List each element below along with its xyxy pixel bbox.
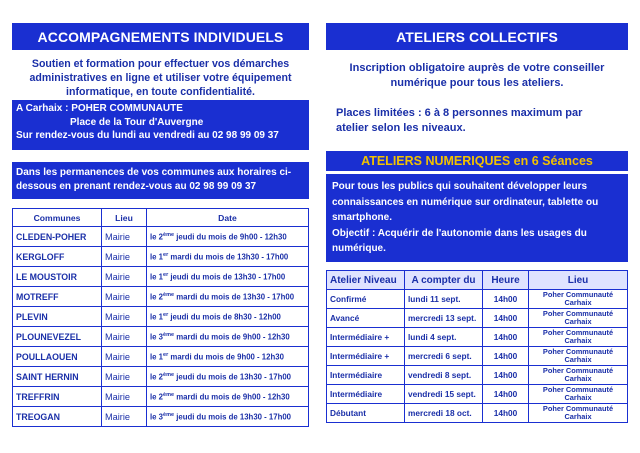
workshops-description-box: Pour tous les publics qui souhaitent développer leurs connaissances en numérique sur ordinateur, tablette ou smartphone. Objectif : Acquérir de l'autonomie dans les usages du numérique. bbox=[326, 174, 628, 262]
location-cell: Poher Communauté Carhaix bbox=[529, 328, 628, 347]
date-cell: le 1er mardi du mois de 13h30 - 17h00 bbox=[147, 247, 309, 267]
table-row bbox=[13, 407, 309, 427]
time-cell: 14h00 bbox=[483, 290, 529, 309]
location-cell: Poher Communauté Carhaix bbox=[529, 366, 628, 385]
start-date-cell: vendredi 8 sept. bbox=[405, 366, 483, 385]
start-date-cell: mercredi 18 oct. bbox=[405, 404, 483, 423]
commune-cell: PLOUNEVEZEL bbox=[13, 327, 102, 347]
table-row bbox=[327, 366, 628, 385]
carhaix-info-box bbox=[12, 100, 309, 150]
lieu-cell: Mairie bbox=[102, 367, 147, 387]
workshops-table bbox=[326, 270, 628, 423]
table-header-row bbox=[13, 209, 309, 227]
time-cell: 14h00 bbox=[483, 347, 529, 366]
digital-workshops-subheader: ATELIERS NUMERIQUES en 6 Séances bbox=[326, 151, 628, 171]
individual-support-header: ACCOMPAGNEMENTS INDIVIDUELS bbox=[12, 23, 309, 50]
start-date-cell: mercredi 6 sept. bbox=[405, 347, 483, 366]
date-cell: le 2ème mardi du mois de 9h00 - 12h30 bbox=[147, 387, 309, 407]
table-row bbox=[327, 290, 628, 309]
start-date-cell: vendredi 15 sept. bbox=[405, 385, 483, 404]
time-cell: 14h00 bbox=[483, 328, 529, 347]
table-row bbox=[327, 328, 628, 347]
date-cell: le 3ème mardi du mois de 9h00 - 12h30 bbox=[147, 327, 309, 347]
permanences-info-box: Dans les permanences de vos communes aux horaires ci- dessous en prenant rendez-vous au 02 98 99 09 37 bbox=[12, 162, 309, 199]
table-row bbox=[13, 347, 309, 367]
lieu-cell: Mairie bbox=[102, 347, 147, 367]
level-cell: Intermédiaire bbox=[327, 385, 405, 404]
lieu-cell: Mairie bbox=[102, 307, 147, 327]
time-cell: 14h00 bbox=[483, 309, 529, 328]
places-limited-notice: Places limitées : 6 à 8 personnes maximum par atelier selon les niveaux. bbox=[336, 107, 583, 134]
location-cell: Poher Communauté Carhaix bbox=[529, 404, 628, 423]
level-cell: Intermédiaire bbox=[327, 366, 405, 385]
column-header: Communes bbox=[13, 209, 102, 227]
start-date-cell: mercredi 13 sept. bbox=[405, 309, 483, 328]
date-cell: le 2ème mardi du mois de 13h30 - 17h00 bbox=[147, 287, 309, 307]
commune-cell: MOTREFF bbox=[13, 287, 102, 307]
level-cell: Intermédiaire + bbox=[327, 328, 405, 347]
time-cell: 14h00 bbox=[483, 385, 529, 404]
table-row bbox=[13, 367, 309, 387]
table-row bbox=[13, 327, 309, 347]
date-cell: le 3ème jeudi du mois de 13h30 - 17h00 bbox=[147, 407, 309, 427]
registration-notice: Inscription obligatoire auprès de votre conseiller numérique pour tous les ateliers. bbox=[349, 62, 605, 89]
level-cell: Intermédiaire + bbox=[327, 347, 405, 366]
table-header-row bbox=[327, 271, 628, 290]
commune-cell: TREFFRIN bbox=[13, 387, 102, 407]
lieu-cell: Mairie bbox=[102, 227, 147, 247]
level-cell: Débutant bbox=[327, 404, 405, 423]
commune-cell: SAINT HERNIN bbox=[13, 367, 102, 387]
commune-cell: CLEDEN-POHER bbox=[13, 227, 102, 247]
level-cell: Avancé bbox=[327, 309, 405, 328]
time-cell: 14h00 bbox=[483, 404, 529, 423]
table-row bbox=[13, 287, 309, 307]
date-cell: le 2ème jeudi du mois de 9h00 - 12h30 bbox=[147, 227, 309, 247]
location-cell: Poher Communauté Carhaix bbox=[529, 347, 628, 366]
commune-cell: POULLAOUEN bbox=[13, 347, 102, 367]
column-header: Date bbox=[147, 209, 309, 227]
collective-workshops-header: ATELIERS COLLECTIFS bbox=[326, 23, 628, 50]
carhaix-location: A Carhaix : POHER COMMUNAUTE bbox=[16, 103, 183, 114]
date-cell: le 1er jeudi du mois de 8h30 - 12h00 bbox=[147, 307, 309, 327]
start-date-cell: lundi 4 sept. bbox=[405, 328, 483, 347]
date-cell: le 2ème jeudi du mois de 13h30 - 17h00 bbox=[147, 367, 309, 387]
table-row bbox=[13, 307, 309, 327]
column-header: Atelier Niveau bbox=[327, 271, 405, 290]
table-row bbox=[327, 309, 628, 328]
date-cell: le 1er jeudi du mois de 13h30 - 17h00 bbox=[147, 267, 309, 287]
date-cell: le 1er mardi du mois de 9h00 - 12h30 bbox=[147, 347, 309, 367]
table-row bbox=[13, 247, 309, 267]
location-cell: Poher Communauté Carhaix bbox=[529, 385, 628, 404]
table-row bbox=[327, 347, 628, 366]
level-cell: Confirmé bbox=[327, 290, 405, 309]
table-row bbox=[13, 267, 309, 287]
time-cell: 14h00 bbox=[483, 366, 529, 385]
column-header: Heure bbox=[483, 271, 529, 290]
lieu-cell: Mairie bbox=[102, 407, 147, 427]
commune-cell: TREOGAN bbox=[13, 407, 102, 427]
column-header: A compter du bbox=[405, 271, 483, 290]
carhaix-appointment: Sur rendez-vous du lundi au vendredi au 02 98 99 09 37 bbox=[16, 130, 279, 141]
permanences-table bbox=[12, 208, 309, 427]
column-header: Lieu bbox=[529, 271, 628, 290]
carhaix-address: Place de la Tour d'Auvergne bbox=[70, 116, 204, 128]
location-cell: Poher Communauté Carhaix bbox=[529, 309, 628, 328]
table-row bbox=[327, 404, 628, 423]
table-row bbox=[327, 385, 628, 404]
lieu-cell: Mairie bbox=[102, 247, 147, 267]
individual-support-intro: Soutien et formation pour effectuer vos démarches administratives en ligne et utiliser votre équipement informatique, en toute confidentialité. bbox=[29, 58, 292, 98]
lieu-cell: Mairie bbox=[102, 287, 147, 307]
commune-cell: LE MOUSTOIR bbox=[13, 267, 102, 287]
lieu-cell: Mairie bbox=[102, 327, 147, 347]
location-cell: Poher Communauté Carhaix bbox=[529, 290, 628, 309]
column-header: Lieu bbox=[102, 209, 147, 227]
commune-cell: PLEVIN bbox=[13, 307, 102, 327]
commune-cell: KERGLOFF bbox=[13, 247, 102, 267]
lieu-cell: Mairie bbox=[102, 267, 147, 287]
table-row bbox=[13, 227, 309, 247]
start-date-cell: lundi 11 sept. bbox=[405, 290, 483, 309]
table-row bbox=[13, 387, 309, 407]
lieu-cell: Mairie bbox=[102, 387, 147, 407]
